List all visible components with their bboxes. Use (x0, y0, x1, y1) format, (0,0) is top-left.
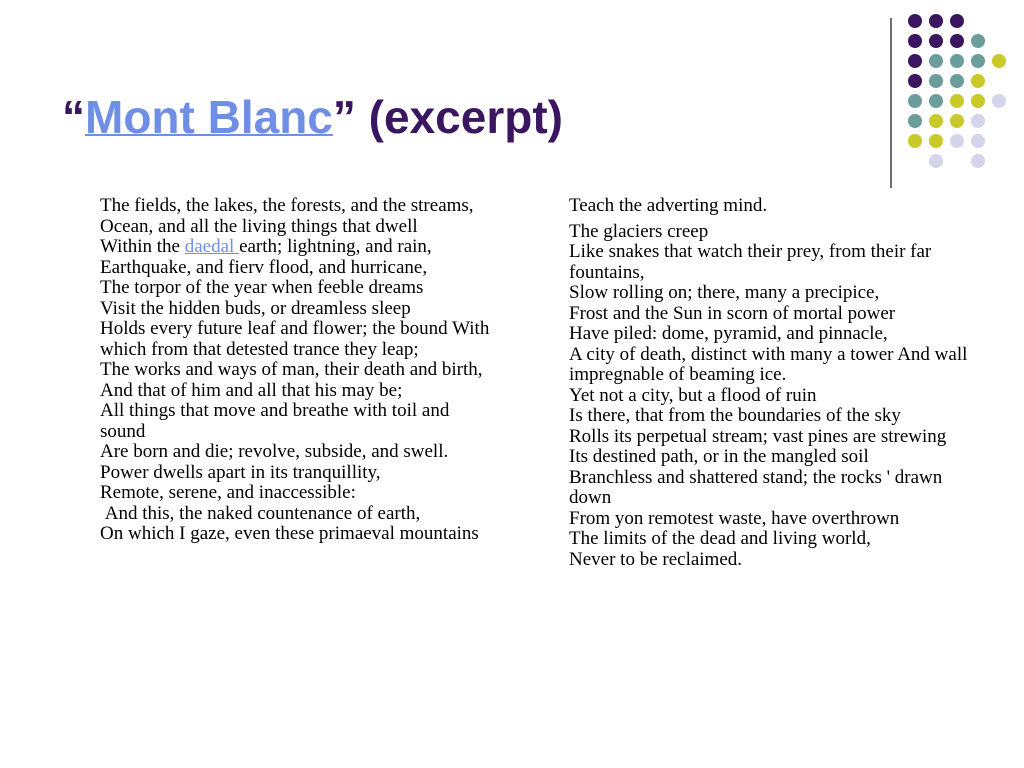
title-open-quote: “ (62, 91, 85, 143)
poem-line: Never to be reclaimed. (569, 548, 743, 570)
poem-line: And that of him and all that his may be; (100, 379, 403, 401)
decor-dot (950, 114, 964, 128)
poem-line: Have piled: dome, pyramid, and pinnacle, (569, 323, 888, 344)
poem-line: On which I gaze, even these primaeval mountains (100, 523, 479, 544)
poem-line: The torpor of the year when feeble dreams (100, 277, 424, 298)
decor-dot (908, 74, 922, 88)
poem-line: Yet not a city, but a flood of ruin (569, 384, 817, 406)
decor-dot (908, 34, 922, 48)
decor-dot (950, 94, 964, 108)
poem-line: All things that move and breathe with toil and sound (100, 400, 450, 442)
poem-line: Branchless and shattered stand; the rocks ' drawn down (569, 466, 943, 508)
decor-dot (929, 34, 943, 48)
decor-dot (971, 134, 985, 148)
decor-dot (929, 54, 943, 68)
title-suffix: ” (excerpt) (332, 91, 563, 143)
decor-dot (950, 14, 964, 28)
poem-line: Visit the hidden buds, or dreamless sleep (100, 297, 411, 319)
decor-dot (908, 94, 922, 108)
poem-line: Are born and die; revolve, subside, and swell. Power dwells apart in its tranquillity, (100, 441, 449, 483)
decor-dot (992, 94, 1006, 108)
decor-dot (908, 14, 922, 28)
decor-dot (971, 54, 985, 68)
decor-dot (971, 154, 985, 168)
decor-dot (950, 54, 964, 68)
poem-line: Frost and the Sun in scorn of mortal power (569, 302, 896, 324)
poem-line: Like snakes that watch their prey, from their far fountains, (569, 241, 932, 283)
decor-dot (929, 14, 943, 28)
poem-line-text: Within the (100, 236, 185, 257)
decor-dot (950, 134, 964, 148)
decorative-dot-grid (908, 14, 1008, 164)
poem-line: The works and ways of man, their death and birth, (100, 359, 483, 380)
poem-line: The fields, the lakes, the forests, and the streams, (100, 195, 474, 216)
mont-blanc-link[interactable]: Mont Blanc (85, 91, 333, 143)
poem-right-column (569, 196, 969, 570)
poem-line: Ocean, and all the living things that dwell (100, 215, 418, 237)
poem-line: Teach the adverting mind. (569, 195, 768, 216)
poem-line: Slow rolling on; there, many a precipice, (569, 282, 880, 303)
decor-dot (971, 114, 985, 128)
decor-dot (929, 94, 943, 108)
poem-line: The glaciers creep (569, 220, 709, 242)
poem-line: Is there, that from the boundaries of the sky (569, 405, 901, 426)
poem-line: Rolls its perpetual stream; vast pines are strewing (569, 425, 947, 447)
poem-line: Earthquake, and fierv flood, and hurricane, (100, 256, 428, 278)
decor-dot (971, 94, 985, 108)
decor-dot (929, 134, 943, 148)
decor-dot (992, 54, 1006, 68)
daedal-link[interactable]: daedal (184, 236, 240, 257)
decor-dot (971, 34, 985, 48)
poem-line: Holds every future leaf and flower; the bound With which from that detested trance they leap; (100, 318, 490, 360)
decor-dot (908, 134, 922, 148)
decor-dot (908, 54, 922, 68)
decorative-divider-line (890, 18, 892, 188)
poem-left-column (100, 196, 495, 545)
poem-line: Its destined path, or in the mangled soil (569, 446, 869, 467)
decor-dot (908, 114, 922, 128)
poem-line: A city of death, distinct with many a tower And wall impregnable of beaming ice. (569, 343, 968, 385)
decor-dot (950, 34, 964, 48)
poem-line: Remote, serene, and inaccessible: (100, 482, 356, 503)
poem-line-text: earth; lightning, and rain, (239, 236, 432, 257)
decor-dot (929, 154, 943, 168)
slide-title (62, 90, 563, 145)
decor-dot (929, 114, 943, 128)
poem-line: From yon remotest waste, have overthrown (569, 507, 900, 529)
poem-line (100, 237, 495, 258)
poem-line: And this, the naked countenance of earth, (100, 502, 421, 524)
decor-dot (929, 74, 943, 88)
poem-line: The limits of the dead and living world, (569, 528, 871, 549)
decor-dot (950, 74, 964, 88)
decor-dot (971, 74, 985, 88)
